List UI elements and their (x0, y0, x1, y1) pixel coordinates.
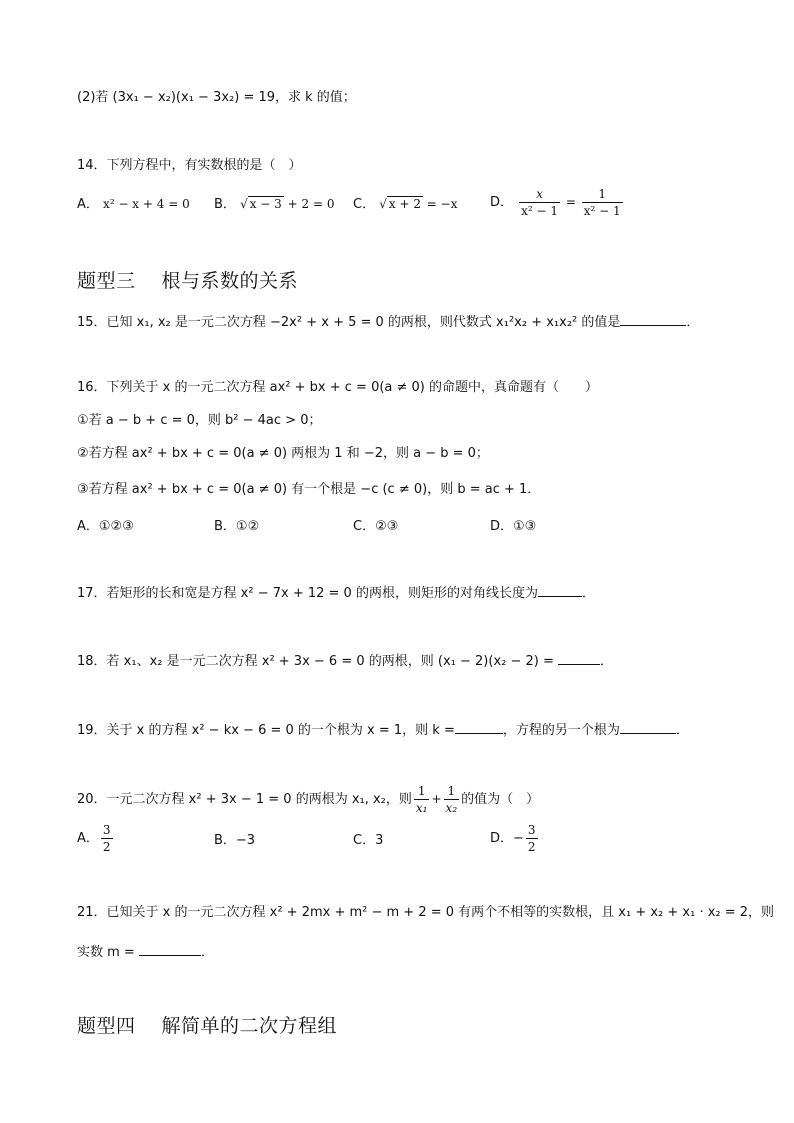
plus-sign: + (431, 792, 442, 806)
period: ． (675, 723, 689, 738)
fraction (444, 783, 460, 816)
option-d-label: D． (490, 195, 514, 210)
numerator: 3 (102, 823, 111, 837)
q14-option-c (353, 194, 457, 215)
radicand: x + 2 (388, 197, 421, 211)
numerator: x (519, 186, 560, 203)
q17 (77, 582, 595, 604)
q19 (77, 719, 689, 741)
q14-option-d (490, 186, 625, 219)
q16-option-b: B．①② (214, 519, 260, 534)
option-b-label: B． (214, 197, 236, 212)
q16-statement-2: ②若方程 ax² + bx + c = 0(a ≠ 0) 两根为 1 和 −2，则 a − b = 0； (77, 446, 489, 461)
answer-blank (620, 719, 676, 734)
denominator: x₁ (415, 801, 428, 815)
q20-stem-pre: 20．一元二次方程 x² + 3x − 1 = 0 的两根为 x₁, x₂，则 (77, 792, 412, 807)
q20-option-d (490, 822, 540, 855)
numerator: 1 (414, 783, 430, 800)
q18 (77, 650, 613, 672)
q17-text: 17．若矩形的长和宽是方程 x² − 7x + 12 = 0 的两根，则矩形的对角线长度为 (77, 586, 538, 601)
q16-option-a: A．①②③ (77, 519, 134, 534)
q16-stem: 16．下列关于 x 的一元二次方程 ax² + bx + c = 0(a ≠ 0) 的命题中，真命题有（ ） (77, 380, 599, 395)
option-b-rest: + 2 = 0 (283, 197, 335, 211)
q21-line-2 (77, 941, 214, 963)
option-c-rest: = −x (422, 197, 458, 211)
option-d-label: D．− (490, 831, 524, 846)
q15 (77, 311, 699, 333)
q20-option-a (77, 822, 115, 855)
q20-option-b: B．−3 (214, 833, 256, 848)
q14-stem: 14．下列方程中，有实数根的是（ ） (77, 158, 302, 173)
numerator: 1 (444, 783, 460, 800)
fraction (414, 783, 430, 816)
q16-option-c: C．②③ (353, 519, 399, 534)
q20-stem (77, 782, 539, 817)
q14-option-b (214, 194, 334, 215)
q16-statement-1: ①若 a − b + c = 0，则 b² − 4ac > 0； (77, 413, 322, 428)
option-a-label: A． (77, 831, 99, 846)
period: ． (200, 945, 214, 960)
denominator: x₂ (445, 801, 458, 815)
section-heading-3: 题型三 根与系数的关系 (77, 270, 299, 292)
fraction (101, 822, 113, 855)
q13-part2: (2)若 (3x₁ − x₂)(x₁ − 3x₂) = 19，求 k 的值； (77, 90, 356, 105)
answer-blank (139, 941, 201, 956)
q16-option-d: D．①③ (490, 519, 537, 534)
denominator: x² − 1 (583, 204, 621, 218)
section-heading-4: 题型四 解简单的二次方程组 (77, 1015, 338, 1037)
fraction (582, 186, 623, 219)
equals: = (562, 195, 580, 209)
denominator: 2 (527, 840, 536, 854)
q20-stem-post: 的值为（ ） (461, 792, 540, 807)
period: ． (686, 315, 700, 330)
q16-statement-3: ③若方程 ax² + bx + c = 0(a ≠ 0) 有一个根是 −c (c ≠ 0)，则 b = ac + 1． (77, 482, 541, 497)
q19-part1: 19．关于 x 的方程 x² − kx − 6 = 0 的一个根为 x = 1，则 k = (77, 723, 455, 738)
denominator: 2 (102, 840, 111, 854)
period: ． (581, 586, 595, 601)
q15-text: 15．已知 x₁, x₂ 是一元二次方程 −2x² + x + 5 = 0 的两根，则代数式 x₁²x₂ + x₁x₂² 的值是 (77, 315, 621, 330)
q21-line-2-text: 实数 m = (77, 945, 135, 960)
sqrt-expr: √ x − 3 (240, 197, 282, 211)
option-c-label: C． (353, 197, 376, 212)
radicand: x − 3 (249, 197, 282, 211)
q21-line-1: 21．已知关于 x 的一元二次方程 x² + 2mx + m² − m + 2 = 0 有两个不相等的实数根，且 x₁ + x₂ + x₁ · x₂ = 2，则 (77, 905, 775, 920)
option-a-label: A． (77, 197, 99, 212)
q18-text: 18．若 x₁、x₂ 是一元二次方程 x² + 3x − 6 = 0 的两根，则 (x₁ − 2)(x₂ − 2) = (77, 654, 554, 669)
answer-blank (620, 311, 686, 326)
answer-blank (455, 719, 503, 734)
denominator: x² − 1 (521, 204, 559, 218)
q14-option-a (77, 194, 190, 215)
period: ． (600, 654, 614, 669)
numerator: 1 (582, 186, 623, 203)
q19-part2: ，方程的另一个根为 (502, 723, 620, 738)
fraction (526, 822, 538, 855)
fraction (519, 186, 560, 219)
option-a-expr: x² − x + 4 = 0 (103, 197, 190, 211)
sqrt-expr: √ x + 2 (379, 197, 421, 211)
answer-blank (558, 650, 600, 665)
q20-option-c: C．3 (353, 833, 384, 848)
answer-blank (538, 582, 582, 597)
numerator: 3 (527, 823, 536, 837)
